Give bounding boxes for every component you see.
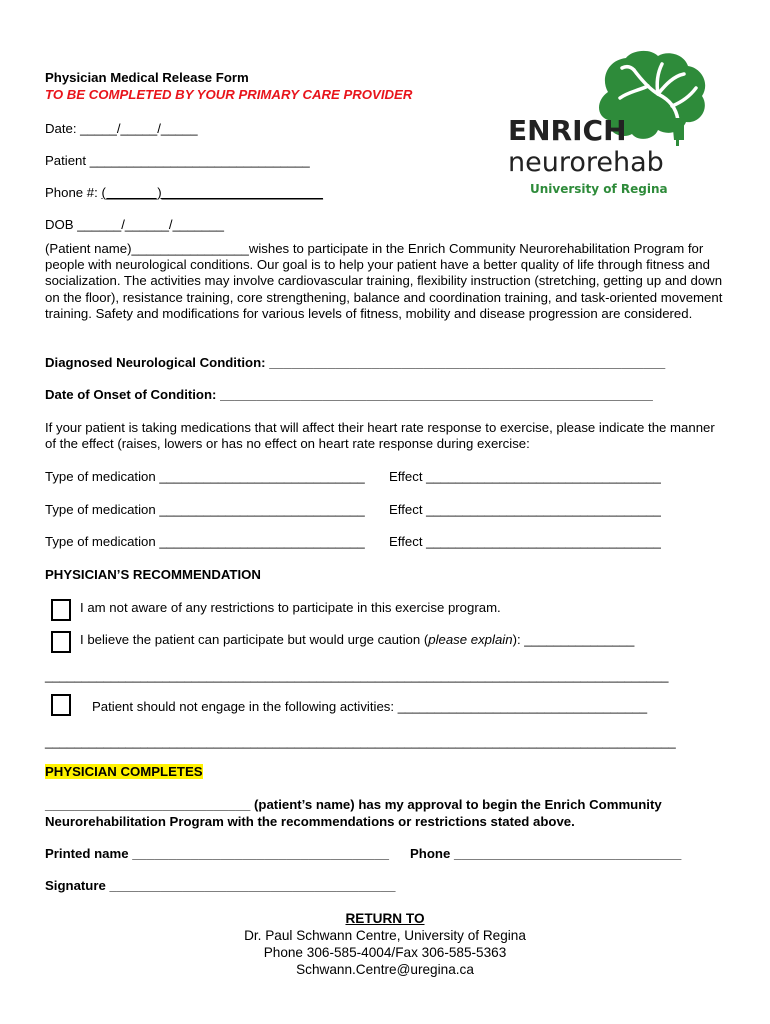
diagnosed-condition-field[interactable]: Diagnosed Neurological Condition: ______________________________________________________ [45, 355, 666, 370]
medication-effect-field[interactable]: Effect ________________________________ [389, 469, 661, 484]
not-engage-extra-line[interactable]: ______________________________________________________________________________________ [45, 734, 676, 749]
not-engage-label[interactable]: Patient should not engage in the following activities: __________________________________ [92, 699, 648, 714]
not-engage-checkbox[interactable] [51, 694, 71, 716]
phone-blank[interactable]: (_______)______________________ [101, 185, 323, 200]
physician-phone-field[interactable]: Phone _______________________________ [410, 846, 682, 861]
return-address: Dr. Paul Schwann Centre, University of Regina [244, 928, 526, 943]
intro-paragraph: (Patient name)________________wishes to participate in the Enrich Community Neurorehabilitation Program for people with neurological conditions. Our goal is to help your patient have a better quality of life through fitness and socialization. The activities may involve cardiovascular training, flexibility instruction (stretching, getting up and down on the floor), resistance training, core strengthening, balance and coordination training, and task-oriented movement training. Safety and modifications for various levels of fitness, mobility and disease progression are considered. [45, 241, 723, 321]
approval-line-1[interactable]: ____________________________ (patient’s name) has my approval to begin the Enrich Community [45, 797, 662, 812]
caution-explain-line[interactable]: _____________________________________________________________________________________ [45, 668, 669, 683]
caution-label: I believe the patient can participate but would urge caution (please explain): _______________ [80, 632, 635, 647]
medication-type-field[interactable]: Type of medication ____________________________ [45, 469, 365, 484]
return-phone-fax: Phone 306-585-4004/Fax 306-585-5363 [263, 945, 507, 960]
signature-field[interactable]: Signature _______________________________________ [45, 878, 396, 893]
medication-effect-field[interactable]: Effect ________________________________ [389, 502, 661, 517]
logo-word-neurorehab: neurorehab [508, 147, 664, 178]
enrich-neurorehab-logo [508, 48, 708, 200]
dob-field[interactable]: DOB ______/______/_______ [45, 217, 224, 232]
no-restrictions-checkbox[interactable] [51, 599, 71, 621]
form-subtitle: TO BE COMPLETED BY YOUR PRIMARY CARE PROVIDER [45, 87, 413, 102]
logo-university: University of Regina [530, 182, 668, 196]
return-email: Schwann.Centre@uregina.ca [296, 962, 474, 977]
return-to-heading: RETURN TO [345, 911, 425, 926]
patient-field[interactable]: Patient ______________________________ [45, 153, 310, 168]
no-restrictions-label: I am not aware of any restrictions to participate in this exercise program. [80, 600, 501, 615]
phone-field[interactable] [45, 185, 323, 201]
onset-date-field[interactable]: Date of Onset of Condition: ___________________________________________________________ [45, 387, 653, 402]
medication-effect-field[interactable]: Effect ________________________________ [389, 534, 661, 549]
physician-completes-heading: PHYSICIAN COMPLETES [45, 764, 203, 779]
phone-label: Phone #: [45, 185, 102, 200]
medication-type-field[interactable]: Type of medication ____________________________ [45, 534, 365, 549]
printed-name-field[interactable]: Printed name ___________________________________ [45, 846, 389, 861]
date-field[interactable]: Date: _____/_____/_____ [45, 121, 198, 136]
form-title: Physician Medical Release Form [45, 70, 249, 85]
medications-intro: If your patient is taking medications that will affect their heart rate response to exercise, please indicate the manner of the effect (raises, lowers or has no effect on heart rate response during exercise: [45, 420, 715, 452]
caution-checkbox[interactable] [51, 631, 71, 653]
approval-line-2: Neurorehabilitation Program with the recommendations or restrictions stated above. [45, 814, 575, 829]
logo-word-enrich: ENRICH [508, 114, 627, 147]
medication-type-field[interactable]: Type of medication ____________________________ [45, 502, 365, 517]
recommendation-heading: PHYSICIAN’S RECOMMENDATION [45, 567, 261, 582]
